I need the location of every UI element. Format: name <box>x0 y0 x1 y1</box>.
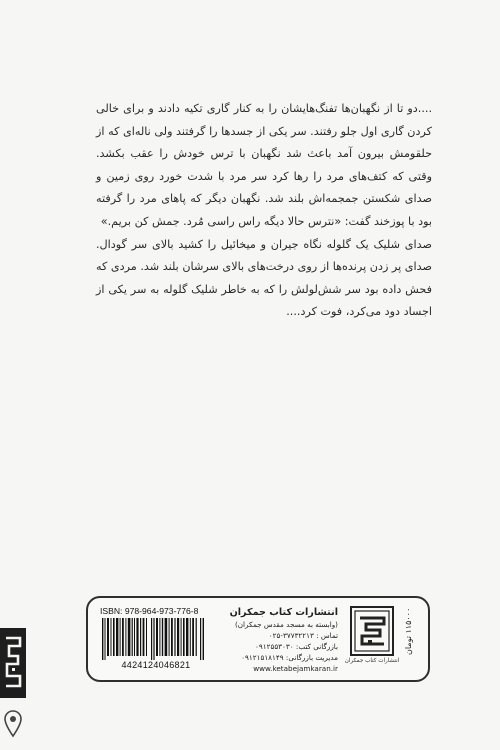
publisher-logo-icon <box>350 606 394 656</box>
publisher-phone: تماس : ۳۷۷۳۲۲۱۳-۰۲۵ <box>268 631 338 640</box>
publisher-affiliation: (وابسته به مسجد مقدس جمکران) <box>234 620 338 629</box>
publisher-footer-box <box>86 596 430 682</box>
excerpt-paragraph-1: ....دو تا از نگهبان‌ها تفنگ‌هایشان را به کنار گاری تکیه دادند و برای خالی کردن گاری اول جلو رفتند. سر یکی از جسدها را گرفتند ولی ناله‌ای که از حلقومش بیرون آمد باعث شد نگهبان با ترس خودش را عقب بکشد. وقتی که کتف‌های مرد را رها کرد سر مرد با شدت خورد روی زمین و صدای شکستن جمجمه‌اش بلند شد. نگهبان دیگر که پاهای مرد را گرفته بود با پوزخند گفت: «نترس حالا دیگه راس راسی مُرد. جمش کن بریم.» <box>96 102 432 228</box>
isbn-label: ISBN: 978-964-973-776-8 <box>100 606 199 616</box>
back-cover-excerpt <box>96 98 432 324</box>
spine-logo-icon <box>0 628 26 698</box>
barcode-icon <box>100 618 208 660</box>
barcode-block <box>96 606 208 672</box>
excerpt-paragraph-2: صدای شلیک یک گلوله نگاه جیران و میخائیل را کشید بالای سر گودال. صدای پر زدن پرنده‌ها از روی درخت‌های بالای سرشان بلند شد. مردی که فحش داده بود سر شش‌لولش را که به خاطر شلیک گلوله به سر یکی از اجساد دود می‌کرد، فوت کرد.... <box>96 237 432 319</box>
ean-number: 4424124046821 <box>121 660 191 670</box>
publisher-info <box>210 606 338 674</box>
location-pin-icon <box>4 710 22 738</box>
publisher-name: انتشارات کتاب جمکران <box>229 607 338 618</box>
publisher-commerce: بازرگانی کتب: ۰۹۱۲۵۵۳۰۳۰ <box>255 642 338 651</box>
publisher-website: www.ketabejamkaran.ir <box>253 664 338 673</box>
price-label: ۱۱۵۰۰۰ تومان <box>404 608 413 656</box>
publisher-manager: مدیریت بازرگانی: ۰۹۱۲۱۵۱۸۱۴۹ <box>241 653 338 662</box>
logo-caption: انتشارات کتاب جمکران <box>344 658 400 664</box>
